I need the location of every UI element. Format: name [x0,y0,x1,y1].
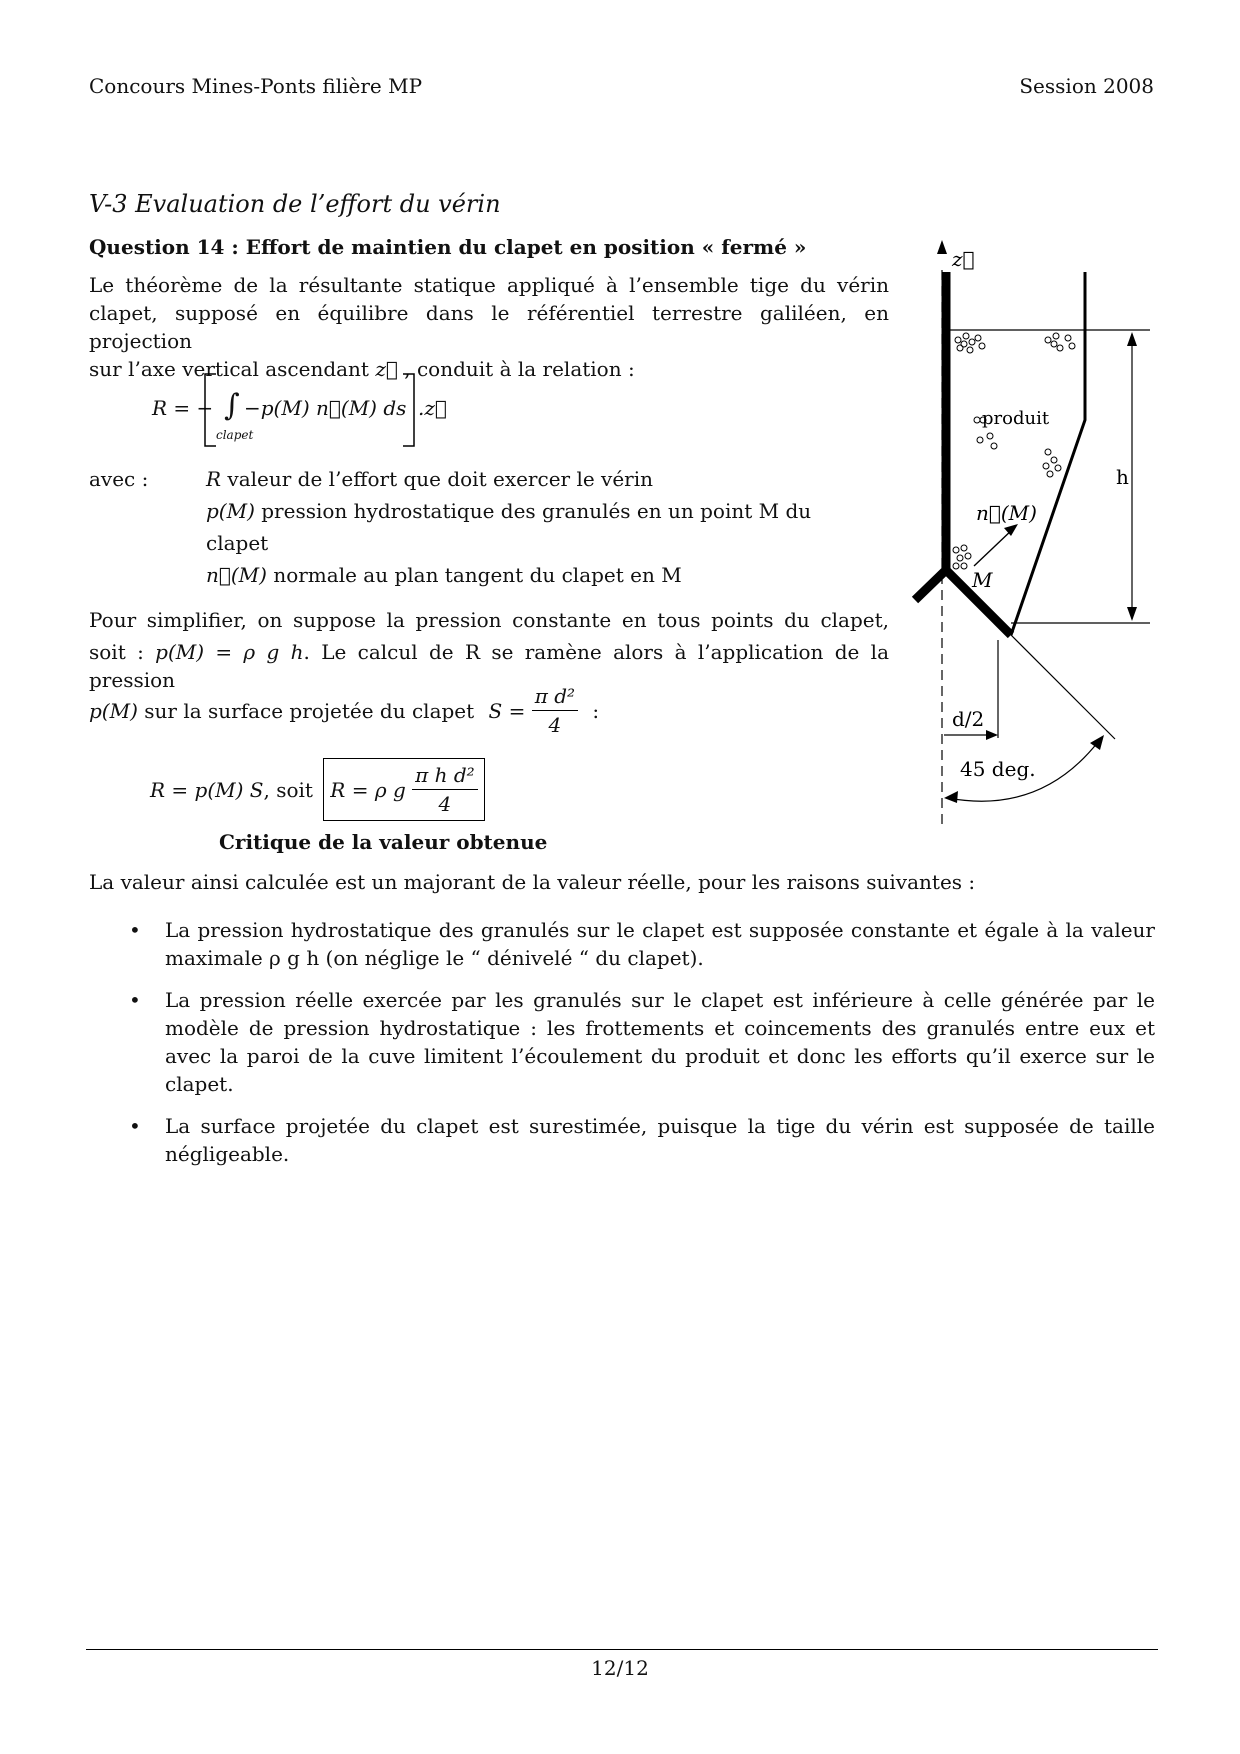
intro-paragraph [89,271,889,383]
definition-nM-text: normale au plan tangent du clapet en M [266,563,682,587]
simplify-line-2-b: . Le calcul de R se ramène alors à l’application de la pression [89,640,889,692]
question-title: Question 14 : Effort de maintien du clapet en position « fermé » [89,235,807,259]
boxed-result-lhs: R = ρ g [330,777,406,802]
definition-pM-symbol: p(M) [206,499,255,523]
eq1-lhs: R = − [152,396,214,420]
boxed-result-fraction [412,761,478,818]
normal-vector-line [974,528,1014,566]
equation-resultant [150,372,470,452]
eq1-rhs: .z⃗ [418,396,447,420]
avec-label: avec : [89,467,149,491]
header-left: Concours Mines-Ponts filière MP [89,74,423,98]
equation-result [150,758,570,821]
definition-R [206,465,846,493]
bullet-text: La pression réelle exercée par les granulés sur le clapet est inférieure à celle générée par le modèle de pression hydrostatique : les frottements et coincements des granulés entre eux et avec la paroi de la cuve limitent l’écoulement du produit et donc les efforts qu’il exerce sur le clapet. [165,988,1155,1096]
surface-fraction [532,682,578,739]
definition-pM [206,497,846,525]
eq1-right-bracket [400,372,418,448]
header-right: Session 2008 [1019,74,1154,98]
simplify-line-3-pM: p(M) [89,698,138,723]
normal-vector-arrow-icon [1004,524,1018,536]
pressure-equation: p(M) = ρ g h [155,640,304,664]
definition-nM-symbol: n⃗(M) [206,563,267,587]
intro-line-1: Le théorème de la résultante statique appliqué à l’ensemble tige du vérin [89,273,889,297]
critique-bullets [125,916,1155,1182]
definition-R-text: valeur de l’effort que doit exercer le vérin [221,467,654,491]
intro-line-2: clapet, supposé en équilibre dans le référentiel terrestre galiléen, en projection [89,301,889,353]
simplify-line-3 [89,682,649,739]
granules [953,333,1075,569]
simplify-paragraph [89,606,889,694]
tank-right-wall [1011,272,1085,635]
bullet-text: La pression hydrostatique des granulés sur le clapet est supposée constante et égale à la valeur maximale ρ g h (on néglige le “ dénivelé “ du clapet). [165,918,1155,970]
surface-S-label: S = [488,698,526,723]
bullet-dot-icon: • [129,1114,141,1138]
avec-definitions [206,465,846,589]
angle-label: 45 deg. [960,757,1036,781]
bullet-item [125,986,1155,1098]
section-title: V-3 Evaluation de l’effort du vérin [89,190,501,218]
clapet-diagram [900,230,1160,830]
boxed-result [323,758,484,821]
eq2-part-a: R = p(M) S [150,777,264,802]
normal-vector-label: n⃗(M) [976,501,1037,525]
boxed-result-numerator: π h d² [412,761,478,790]
eq1-subscript: clapet [216,428,254,442]
d2-label: d/2 [952,707,985,731]
h-label: h [1116,465,1129,489]
simplify-line-3-colon: : [592,698,600,723]
z-axis-arrow-icon [937,240,947,254]
z-vector-symbol: z⃗ [375,357,398,381]
diagram-z-label: z⃗ [952,247,975,271]
definition-pM-text: pression hydrostatique des granulés en un point M du [254,499,812,523]
definition-pM-cont: clapet [206,531,269,555]
intro-line-3-b: , conduit à la relation : [404,357,635,381]
page-number: 12/12 [591,1656,649,1680]
eq1-integrand: −p(M) n⃗(M) ds [244,396,407,420]
intro-line-3-a: sur l’axe vertical ascendant [89,357,369,381]
simplify-line-1: Pour simplifier, on suppose la pression constante en tous points du clapet, [89,608,889,632]
valve-left-arm [915,570,946,600]
eq1-integral: ∫ [224,388,240,423]
bullet-text: La surface projetée du clapet est surestimée, puisque la tige du vérin est supposée de taille négligeable. [165,1114,1155,1166]
surface-fraction-numerator: π d² [532,682,578,711]
produit-label: produit [982,408,1050,429]
point-M-label: M [972,568,993,592]
eq2-part-b: , soit [263,777,313,802]
simplify-line-3-text: sur la surface projetée du clapet [144,698,475,723]
surface-fraction-denominator: 4 [548,713,562,737]
bullet-dot-icon: • [129,918,141,942]
critique-intro: La valeur ainsi calculée est un majorant de la valeur réelle, pour les raisons suivantes : [89,870,976,894]
critique-title: Critique de la valeur obtenue [219,830,548,854]
bullet-dot-icon: • [129,988,141,1012]
bullet-item [125,916,1155,972]
simplify-line-2-a: soit : [89,640,144,664]
definition-R-symbol: R [206,467,222,491]
bullet-item [125,1112,1155,1168]
boxed-result-denominator: 4 [438,792,452,816]
definition-nM [206,561,846,589]
footer-divider [86,1649,1158,1650]
